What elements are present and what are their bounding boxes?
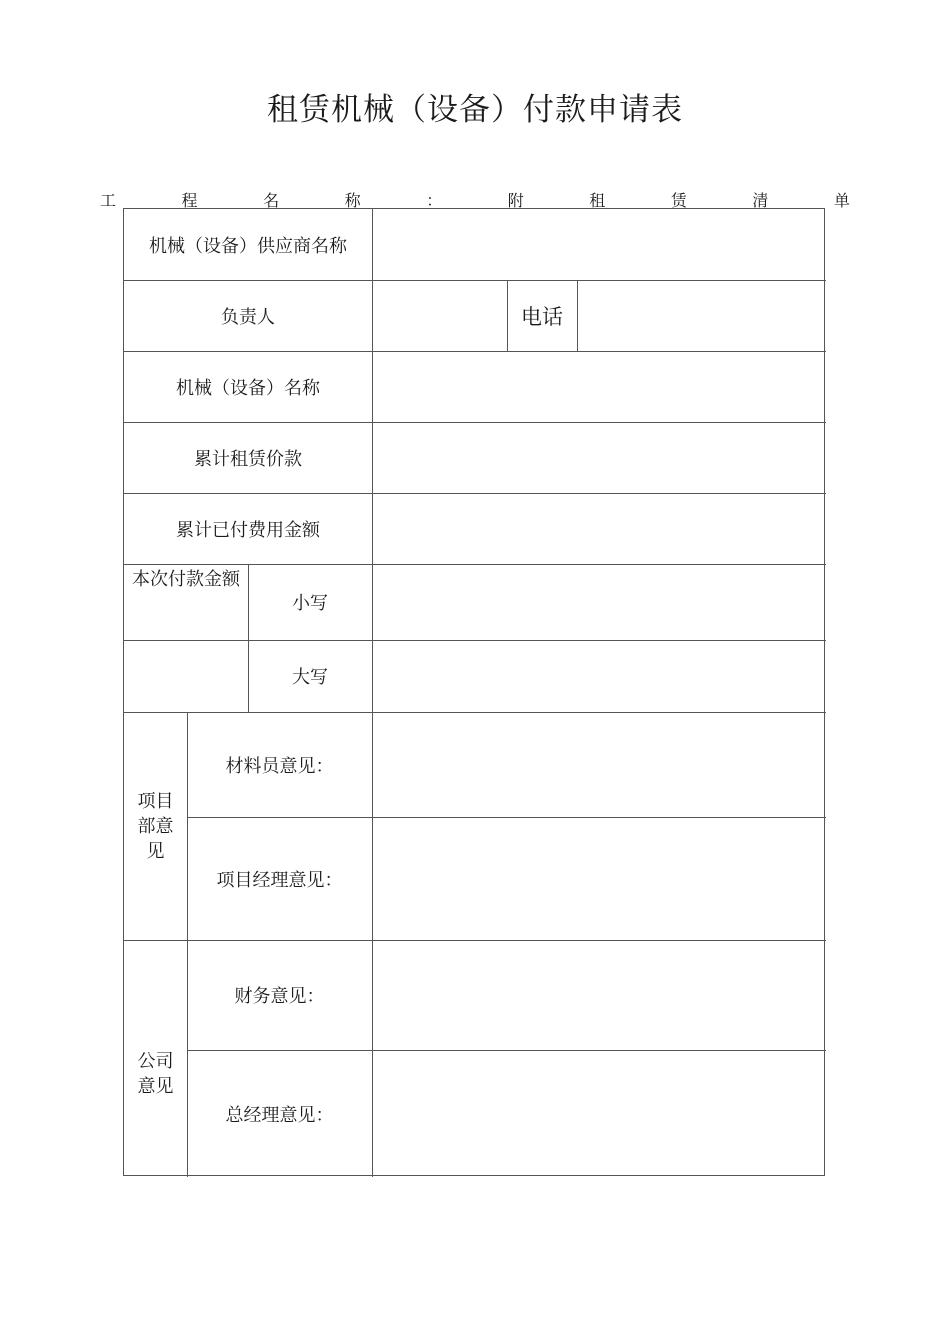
cumulative-paid-field[interactable] <box>373 493 826 564</box>
project-name-header <box>100 188 850 210</box>
phone-label: 电话 <box>521 304 563 329</box>
responsible-person-label: 负责人 <box>221 306 275 328</box>
material-clerk-opinion-field[interactable] <box>373 712 826 817</box>
project-dept-opinion-label: 项目部意见 <box>137 790 174 862</box>
uppercase-amount-field[interactable] <box>373 640 826 712</box>
header-char: 称 <box>344 191 361 210</box>
material-clerk-opinion-label: 材料员意见： <box>225 755 334 777</box>
responsible-person-field[interactable] <box>373 280 507 351</box>
cumulative-rent-label: 累计租赁价款 <box>194 448 302 470</box>
uppercase-amount-label: 大写 <box>292 667 328 688</box>
project-manager-opinion-field[interactable] <box>373 817 826 940</box>
payment-form-table <box>123 208 825 1176</box>
header-char: 工 <box>100 191 117 210</box>
company-opinion-label: 公司意见 <box>137 1050 174 1097</box>
cumulative-rent-field[interactable] <box>373 422 826 493</box>
header-char: 赁 <box>670 191 687 210</box>
header-char: 单 <box>833 191 850 210</box>
finance-opinion-label: 财务意见： <box>234 986 325 1007</box>
header-char: ： <box>426 191 443 210</box>
equipment-name-label: 机械（设备）名称 <box>176 377 320 399</box>
header-char: 附 <box>507 191 524 210</box>
general-manager-opinion-field[interactable] <box>373 1050 826 1177</box>
equipment-name-field[interactable] <box>373 351 826 422</box>
header-char: 租 <box>589 191 606 210</box>
current-payment-label: 本次付款金额 <box>132 569 240 590</box>
project-manager-opinion-label: 项目经理意见： <box>216 869 343 891</box>
supplier-name-label: 机械（设备）供应商名称 <box>149 235 347 257</box>
form-title: 租赁机械（设备）付款申请表 <box>267 92 683 128</box>
header-char: 清 <box>752 191 769 210</box>
cumulative-paid-label: 累计已付费用金额 <box>176 519 320 541</box>
supplier-name-field[interactable] <box>373 209 826 280</box>
general-manager-opinion-label: 总经理意见： <box>225 1104 334 1126</box>
header-char: 程 <box>181 191 198 210</box>
finance-opinion-field[interactable] <box>373 940 826 1050</box>
lowercase-amount-label: 小写 <box>292 593 328 614</box>
lowercase-amount-field[interactable] <box>373 564 826 640</box>
phone-field[interactable] <box>578 280 826 351</box>
header-char: 名 <box>263 191 280 210</box>
